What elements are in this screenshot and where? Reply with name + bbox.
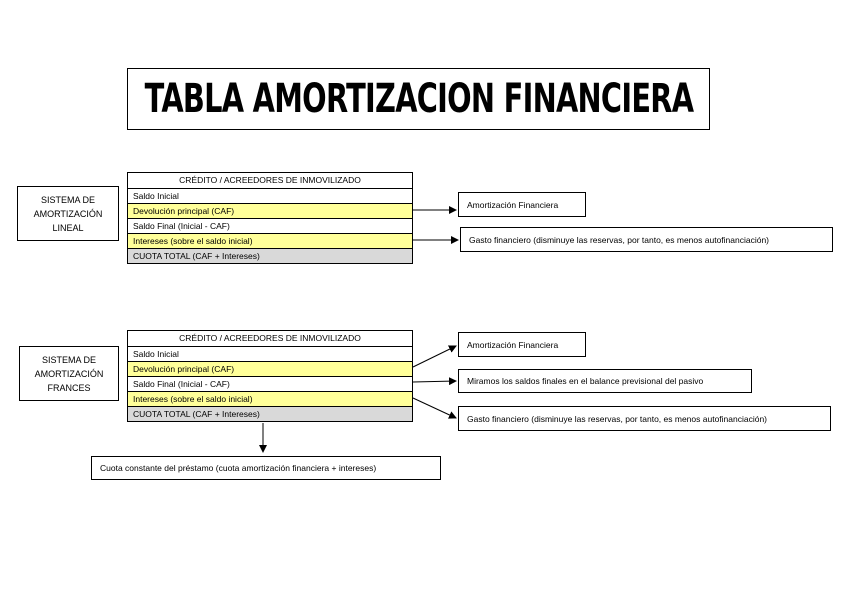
frances-row-intereses: Intereses (sobre el saldo inicial) [128, 391, 412, 406]
frances-arrow-intereses [413, 398, 456, 418]
lineal-row-saldo-inicial: Saldo Inicial [128, 188, 412, 203]
frances-arrow-devolucion [413, 346, 456, 367]
frances-arrow-saldo-final [413, 381, 456, 382]
frances-bottom-note: Cuota constante del préstamo (cuota amortización financiera + intereses) [91, 456, 441, 480]
frances-table-header: CRÉDITO / ACREEDORES DE INMOVILIZADO [179, 333, 361, 343]
lineal-table-header: CRÉDITO / ACREEDORES DE INMOVILIZADO [179, 175, 361, 185]
frances-label-line-3: FRANCES [47, 382, 91, 393]
lineal-note-gasto-financiero: Gasto financiero (disminuye las reservas, por tanto, es menos autofinanciación) [460, 227, 833, 252]
frances-row-saldo-inicial: Saldo Inicial [128, 346, 412, 361]
lineal-label-line-2: AMORTIZACIÓN [33, 208, 103, 219]
frances-label-line-1: SISTEMA DE [41, 354, 96, 365]
lineal-row-saldo-final: Saldo Final (Inicial - CAF) [128, 218, 412, 233]
page-title: TABLA AMORTIZACION FINANCIERA [144, 76, 693, 122]
lineal-row-devolucion: Devolución principal (CAF) [128, 203, 412, 218]
frances-row-saldo-final: Saldo Final (Inicial - CAF) [128, 376, 412, 391]
frances-row-cuota-total: CUOTA TOTAL (CAF + Intereses) [128, 406, 412, 421]
frances-row-devolucion: Devolución principal (CAF) [128, 361, 412, 376]
lineal-note-amortizacion: Amortización Financiera [458, 192, 586, 217]
lineal-row-intereses: Intereses (sobre el saldo inicial) [128, 233, 412, 248]
frances-note-amortizacion: Amortización Financiera [458, 332, 586, 357]
frances-note-gasto-financiero: Gasto financiero (disminuye las reservas, por tanto, es menos autofinanciación) [458, 406, 831, 431]
lineal-label-line-1: SISTEMA DE [40, 194, 95, 205]
frances-label-line-2: AMORTIZACIÓN [34, 368, 104, 379]
lineal-label-line-3: LINEAL [52, 222, 84, 233]
lineal-row-cuota-total: CUOTA TOTAL (CAF + Intereses) [128, 248, 412, 263]
frances-note-saldos-finales: Miramos los saldos finales en el balance previsional del pasivo [458, 369, 752, 393]
